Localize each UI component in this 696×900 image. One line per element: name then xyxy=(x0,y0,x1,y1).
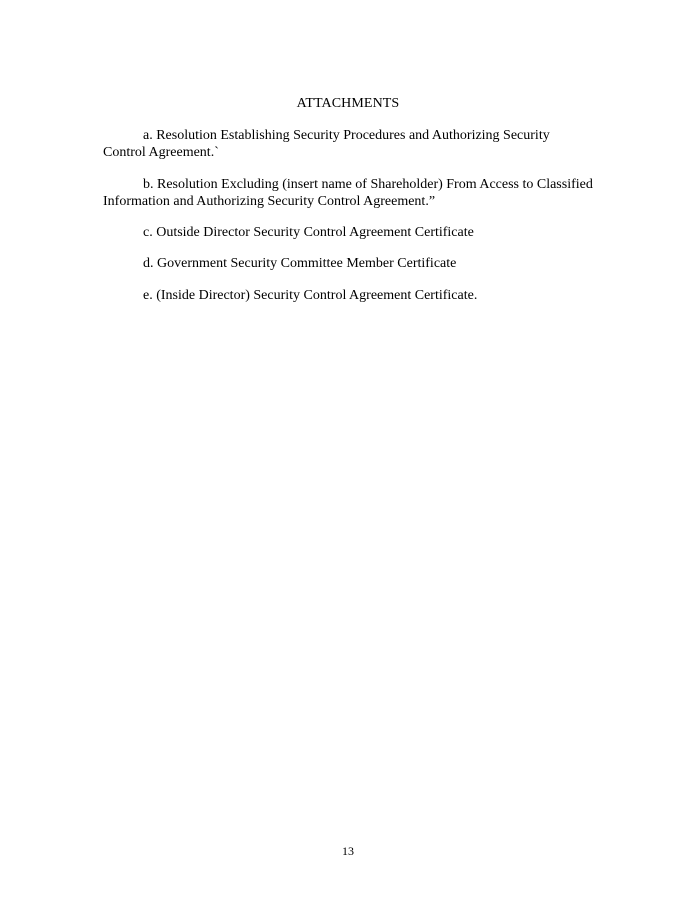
attachment-item-d: d. Government Security Committee Member Certificate xyxy=(143,256,457,271)
attachment-item-a: a. Resolution Establishing Security Procedures and Authorizing Security Control Agreement.` xyxy=(103,128,550,160)
page-heading: ATTACHMENTS xyxy=(296,96,400,111)
page-number: 13 xyxy=(342,844,354,858)
attachment-item-b: b. Resolution Excluding (insert name of Shareholder) From Access to Classified Information and Authorizing Security Control Agreement.” xyxy=(103,177,593,209)
attachment-item-c: c. Outside Director Security Control Agreement Certificate xyxy=(143,225,474,240)
attachment-item-e: e. (Inside Director) Security Control Agreement Certificate. xyxy=(143,288,478,303)
